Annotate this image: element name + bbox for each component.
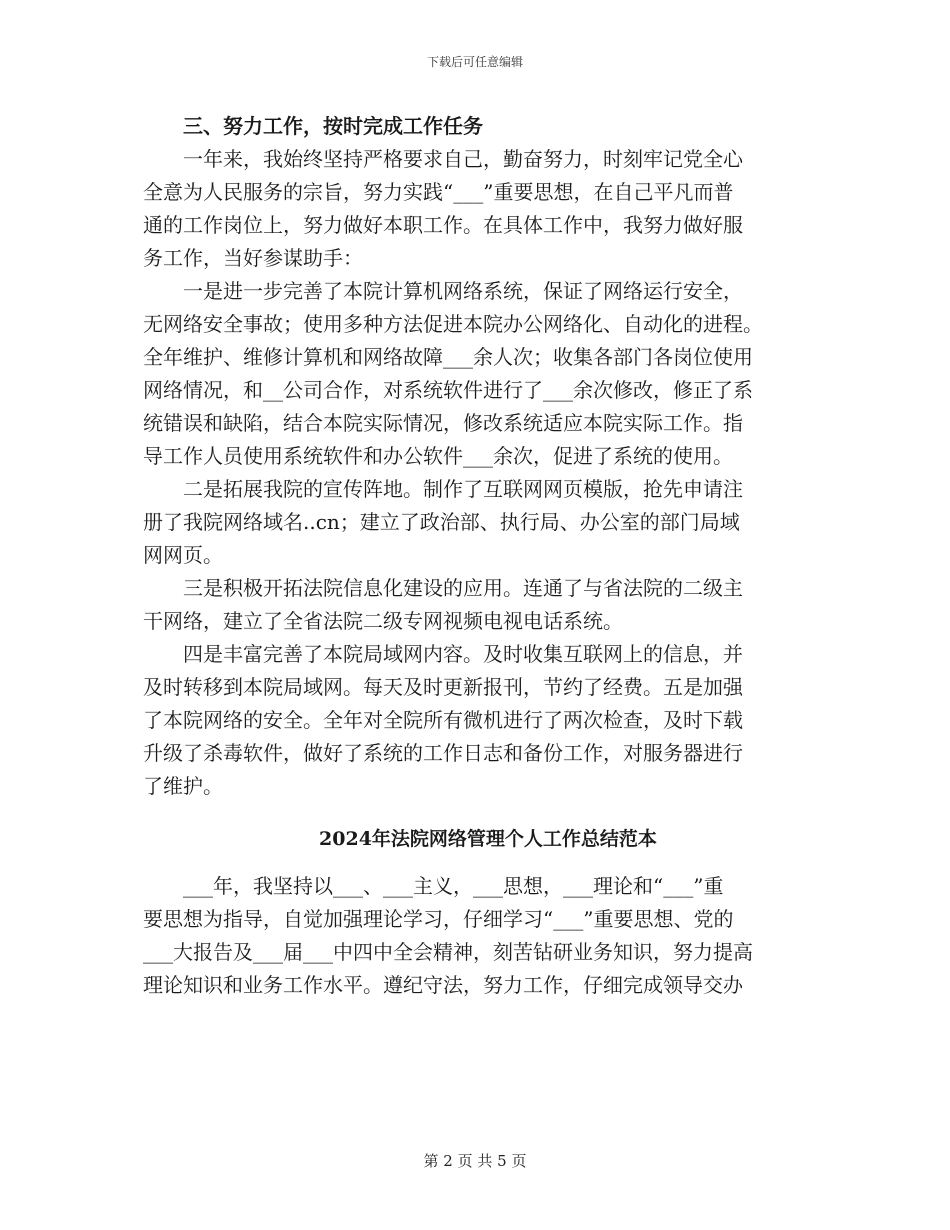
paragraph-line: 全年维护、维修计算机和网络故障___余人次；收集各部门各岗位使用 <box>143 345 753 369</box>
paragraph-line: 二是拓展我院的宣传阵地。制作了互联网网页模版，抢先申请注 <box>183 477 743 501</box>
paragraph-line: 了维护。 <box>143 774 223 798</box>
paragraph-line: ___年，我坚持以___、___主义，___思想，___理论和“___”重 <box>183 874 724 898</box>
paragraph-line: 三是积极开拓法院信息化建设的应用。连通了与省法院的二级主 <box>183 576 743 600</box>
document-title: 2024年法院网络管理个人工作总结范本 <box>319 828 657 850</box>
paragraph-line: 一年来，我始终坚持严格要求自己，勤奋努力，时刻牢记党全心 <box>183 147 743 171</box>
header-note: 下载后可任意编辑 <box>426 55 523 69</box>
paragraph-line: 统错误和缺陷，结合本院实际情况，修改系统适应本院实际工作。指 <box>143 411 743 435</box>
paragraph-line: 要思想为指导，自觉加强理论学习，仔细学习“___”重要思想、党的 <box>143 907 734 931</box>
paragraph-line: 通的工作岗位上，努力做好本职工作。在具体工作中，我努力做好服 <box>143 213 743 237</box>
paragraph-line: ___大报告及___届___中四中全会精神，刻苦钻研业务知识，努力提高 <box>143 940 753 964</box>
document-body <box>143 110 807 1002</box>
paragraph-line: 一是进一步完善了本院计算机网络系统，保证了网络运行安全， <box>183 279 743 303</box>
paragraph-line: 网网页。 <box>143 543 223 567</box>
paragraph-line: 了本院网络的安全。全年对全院所有微机进行了两次检查，及时下载 <box>143 708 743 732</box>
paragraph-line: 册了我院网络域名..cn；建立了政治部、执行局、办公室的部门局域 <box>143 510 740 534</box>
page-footer: 第 2 页 共 5 页 <box>423 1152 527 1170</box>
paragraph-line: 干网络，建立了全省法院二级专网视频电视电话系统。 <box>143 609 623 633</box>
section-heading: 三、努力工作，按时完成工作任务 <box>183 114 483 138</box>
paragraph-line: 四是丰富完善了本院局域网内容。及时收集互联网上的信息，并 <box>183 642 743 666</box>
paragraph-line: 导工作人员使用系统软件和办公软件___余次，促进了系统的使用。 <box>143 444 733 468</box>
paragraph-line: 无网络安全事故；使用多种方法促进本院办公网络化、自动化的进程。 <box>143 312 763 336</box>
paragraph-line: 理论知识和业务工作水平。遵纪守法，努力工作，仔细完成领导交办 <box>143 973 743 997</box>
paragraph-line: 升级了杀毒软件，做好了系统的工作日志和备份工作，对服务器进行 <box>143 741 743 765</box>
paragraph-line: 全意为人民服务的宗旨，努力实践“___”重要思想，在自己平凡而普 <box>143 180 734 204</box>
paragraph-line: 务工作，当好参谋助手： <box>143 246 363 270</box>
paragraph-line: 及时转移到本院局域网。每天及时更新报刊，节约了经费。五是加强 <box>143 675 743 699</box>
paragraph-line: 网络情况，和__公司合作，对系统软件进行了___余次修改，修正了系 <box>143 378 753 402</box>
